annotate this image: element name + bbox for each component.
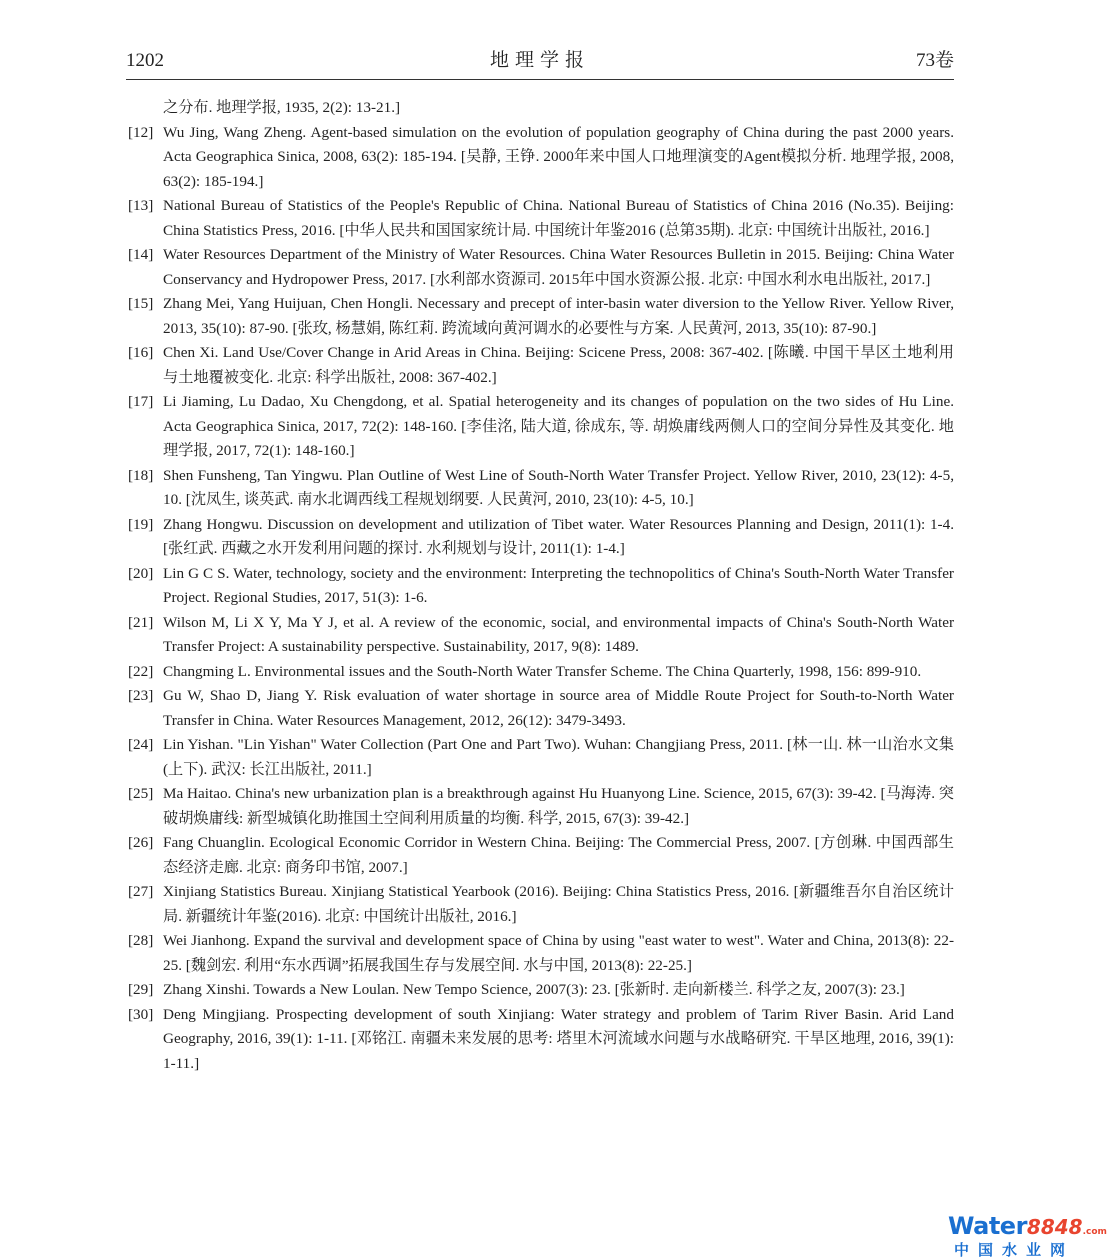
reference-item xyxy=(128,978,954,1003)
reference-continuation: 之分布. 地理学报, 1935, 2(2): 13-21.] xyxy=(163,99,401,116)
reference-item xyxy=(128,611,954,660)
reference-text: Wu Jing, Wang Zheng. Agent-based simulation on the evolution of population geography of China during the past 2000 years. Acta Geographica Sinica, 2008, 63(2): 185-194. [吴静, 王铮. 2000年来中国人口地理演变的Agent模拟分析. 地理学报, 2008, 63(2): 185-194.] xyxy=(163,123,954,190)
watermark-number: 8848 xyxy=(1026,1215,1083,1239)
reference-text: Lin Yishan. "Lin Yishan" Water Collection (Part One and Part Two). Wuhan: Changjiang Press, 2011. [林一山. 林一山治水文集(上下). 武汉: 长江出版社, 2011.] xyxy=(163,736,954,778)
reference-number: [18] xyxy=(128,466,154,484)
reference-item xyxy=(128,121,954,195)
header-rule xyxy=(126,79,954,80)
reference-text: Xinjiang Statistics Bureau. Xinjiang Statistical Yearbook (2016). Beijing: China Statistics Press, 2016. [新疆维吾尔自治区统计局. 新疆统计年鉴(2016). 北京: 中国统计出版社, 2016.] xyxy=(163,883,954,925)
reference-text: Zhang Hongwu. Discussion on development and utilization of Tibet water. Water Resources Planning and Design, 2011(1): 1-4. [张红武. 西藏之水开发利用问题的探讨. 水利规划与设计, 2011(1): 1-4.] xyxy=(163,515,954,557)
reference-item xyxy=(128,831,954,880)
journal-title: 地理学报 xyxy=(489,50,590,71)
volume-label: 73卷 xyxy=(915,50,954,71)
reference-number: [24] xyxy=(128,736,154,753)
reference-item xyxy=(128,562,954,611)
reference-number: [28] xyxy=(128,932,154,949)
reference-text: Zhang Xinshi. Towards a New Loulan. New Tempo Science, 2007(3): 23. [张新时. 走向新楼兰. 科学之友, 2007(3): 23.] xyxy=(163,981,905,998)
reference-text: Wilson M, Li X Y, Ma Y J, et al. A review of the economic, social, and environmental impacts of China's South-North Water Transfer Project: A sustainability perspective. Sustainability, 2017, 9(8): 1489. xyxy=(163,613,954,655)
reference-item xyxy=(128,880,954,929)
reference-number: [30] xyxy=(128,1005,154,1023)
reference-text: Fang Chuanglin. Ecological Economic Corridor in Western China. Beijing: The Commercial Press, 2007. [方创琳. 中国西部生态经济走廊. 北京: 商务印书馆, 2007.] xyxy=(163,834,954,876)
reference-number: [27] xyxy=(128,883,154,900)
reference-item xyxy=(128,929,954,978)
site-watermark xyxy=(948,1212,1107,1259)
reference-item xyxy=(128,464,954,513)
reference-number: [19] xyxy=(128,515,154,533)
reference-item xyxy=(128,733,954,782)
reference-item xyxy=(128,341,954,390)
watermark-logo xyxy=(948,1212,1107,1240)
reference-item xyxy=(128,684,954,733)
reference-number: [21] xyxy=(128,613,154,631)
reference-number: [15] xyxy=(128,295,154,312)
reference-text: Changming L. Environmental issues and the South-North Water Transfer Scheme. The China Quarterly, 1998, 156: 899-910. xyxy=(163,662,922,680)
reference-text: National Bureau of Statistics of the People's Republic of China. National Bureau of Statistics of China 2016 (No.35). Beijing: China Statistics Press, 2016. [中华人民共和国国家统计局. 中国统计年鉴2016 (总第35期). 北京: 中国统计出版社, 2016.] xyxy=(163,197,954,239)
reference-item xyxy=(128,513,954,562)
reference-text: Li Jiaming, Lu Dadao, Xu Chengdong, et al. Spatial heterogeneity and its changes of population on the two sides of Hu Line. Acta Geographica Sinica, 2017, 72(2): 148-160. [李佳洺, 陆大道, 徐成东, 等. 胡焕庸线两侧人口的空间分异性及其变化. 地理学报, 2017, 72(1): 148-160.] xyxy=(163,393,954,459)
page-number: 1202 xyxy=(126,50,164,71)
reference-text: Gu W, Shao D, Jiang Y. Risk evaluation of water shortage in source area of Middle Route Project for South-to-North Water Transfer in China. Water Resources Management, 2012, 26(12): 3479-3493. xyxy=(163,687,954,729)
watermark-domain: .com xyxy=(1082,1227,1107,1237)
reference-item xyxy=(128,782,954,831)
reference-text: Zhang Mei, Yang Huijuan, Chen Hongli. Necessary and precept of inter-basin water diversion to the Yellow River. Yellow River, 2013, 35(10): 87-90. [张玫, 杨慧娟, 陈红莉. 跨流域向黄河调水的必要性与方案. 人民黄河, 2013, 35(10): 87-90.] xyxy=(163,295,954,337)
reference-number: [14] xyxy=(128,246,154,263)
reference-item xyxy=(128,194,954,243)
reference-number: [26] xyxy=(128,834,154,851)
reference-text: Chen Xi. Land Use/Cover Change in Arid Areas in China. Beijing: Scicene Press, 2008: 367-402. [陈曦. 中国干旱区土地利用与土地覆被变化. 北京: 科学出版社, 2008: 367-402.] xyxy=(163,344,954,386)
page-header xyxy=(126,46,954,80)
reference-number: [12] xyxy=(128,123,154,141)
reference-item xyxy=(128,390,954,464)
reference-number: [29] xyxy=(128,981,154,998)
reference-number: [25] xyxy=(128,785,154,802)
reference-list xyxy=(128,96,954,1076)
reference-item xyxy=(128,243,954,292)
reference-item xyxy=(128,292,954,341)
reference-text: Deng Mingjiang. Prospecting development of south Xinjiang: Water strategy and problem of Tarim River Basin. Arid Land Geography, 2016, 39(1): 1-11. [邓铭江. 南疆未来发展的思考: 塔里木河流域水问题与水战略研究. 干旱区地理, 2016, 39(1): 1-11.] xyxy=(163,1005,954,1072)
watermark-word: Water xyxy=(948,1212,1027,1240)
reference-text: Ma Haitao. China's new urbanization plan is a breakthrough against Hu Huanyong Line. Science, 2015, 67(3): 39-42. [马海涛. 突破胡焕庸线: 新型城镇化助推国土空间利用质量的均衡. 科学, 2015, 67(3): 39-42.] xyxy=(163,785,954,827)
reference-number: [23] xyxy=(128,687,154,704)
reference-item xyxy=(128,660,954,685)
reference-number: [20] xyxy=(128,564,154,582)
reference-text: Shen Funsheng, Tan Yingwu. Plan Outline of West Line of South-North Water Transfer Project. Yellow River, 2010, 23(12): 4-5, 10. [沈凤生, 谈英武. 南水北调西线工程规划纲要. 人民黄河, 2010, 23(10): 4-5, 10.] xyxy=(163,466,954,508)
reference-item xyxy=(128,1003,954,1077)
reference-number: [16] xyxy=(128,344,154,361)
reference-text: Water Resources Department of the Ministry of Water Resources. China Water Resources Bulletin in 2015. Beijing: China Water Conservancy and Hydropower Press, 2017. [水利部水资源司. 2015年中国水资源公报. 北京: 中国水利水电出版社, 2017.] xyxy=(163,246,954,288)
reference-number: [13] xyxy=(128,197,154,214)
reference-number: [22] xyxy=(128,662,154,680)
reference-text: Lin G C S. Water, technology, society and the environment: Interpreting the technopolitics of China's South-North Water Transfer Project. Regional Studies, 2017, 51(3): 1-6. xyxy=(163,564,954,606)
watermark-site-name: 中国水业网 xyxy=(954,1241,1075,1259)
reference-number: [17] xyxy=(128,393,154,410)
reference-text: Wei Jianhong. Expand the survival and development space of China by using "east water to west". Water and China, 2013(8): 22-25. [魏剑宏. 利用“东水西调”拓展我国生存与发展空间. 水与中国, 2013(8): 22-25.] xyxy=(163,932,954,974)
